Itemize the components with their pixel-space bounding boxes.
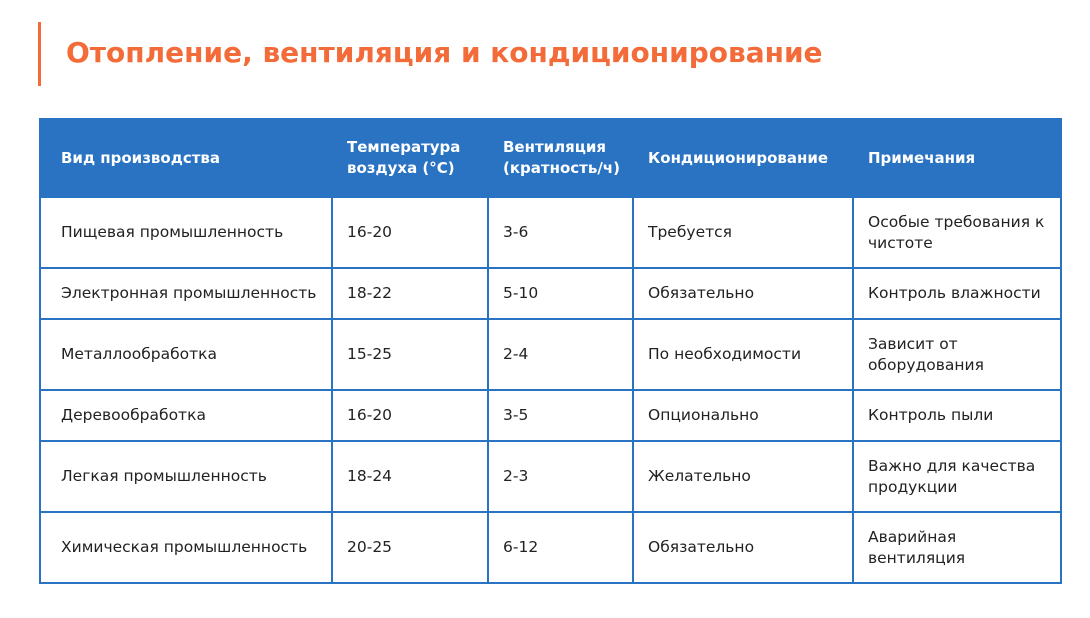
cell-notes: Зависит от оборудования (853, 319, 1061, 390)
cell-air-temperature: 20-25 (332, 512, 488, 583)
cell-air-conditioning: Желательно (633, 441, 853, 512)
header-air-conditioning: Кондиционирование (633, 119, 853, 197)
table-row (40, 268, 1061, 319)
cell-air-conditioning: Требуется (633, 197, 853, 268)
cell-production-type: Химическая промышленность (40, 512, 332, 583)
cell-air-temperature: 15-25 (332, 319, 488, 390)
table-row (40, 319, 1061, 390)
cell-production-type: Пищевая промышленность (40, 197, 332, 268)
cell-ventilation: 3-6 (488, 197, 633, 268)
page-title: Отопление, вентиляция и кондиционирование (66, 36, 823, 69)
table-row (40, 441, 1061, 512)
cell-air-temperature: 18-22 (332, 268, 488, 319)
table-header-row (40, 119, 1061, 197)
cell-air-conditioning: Обязательно (633, 268, 853, 319)
table-row (40, 512, 1061, 583)
cell-air-conditioning: По необходимости (633, 319, 853, 390)
cell-air-conditioning: Опционально (633, 390, 853, 441)
cell-production-type: Электронная промышленность (40, 268, 332, 319)
production-table (39, 118, 1062, 584)
cell-ventilation: 3-5 (488, 390, 633, 441)
cell-ventilation: 6-12 (488, 512, 633, 583)
cell-notes: Аварийная вентиляция (853, 512, 1061, 583)
cell-notes: Контроль пыли (853, 390, 1061, 441)
cell-air-temperature: 18-24 (332, 441, 488, 512)
cell-production-type: Металлообработка (40, 319, 332, 390)
cell-production-type: Легкая промышленность (40, 441, 332, 512)
header-production-type: Вид производства (40, 119, 332, 197)
cell-ventilation: 2-4 (488, 319, 633, 390)
cell-notes: Важно для качества продукции (853, 441, 1061, 512)
title-accent-bar (38, 22, 41, 86)
cell-air-conditioning: Обязательно (633, 512, 853, 583)
header-notes: Примечания (853, 119, 1061, 197)
cell-notes: Особые требования к чистоте (853, 197, 1061, 268)
header-ventilation: Вентиляция (кратность/ч) (488, 119, 633, 197)
cell-notes: Контроль влажности (853, 268, 1061, 319)
cell-production-type: Деревообработка (40, 390, 332, 441)
cell-air-temperature: 16-20 (332, 390, 488, 441)
cell-ventilation: 2-3 (488, 441, 633, 512)
cell-ventilation: 5-10 (488, 268, 633, 319)
cell-air-temperature: 16-20 (332, 197, 488, 268)
table-row (40, 390, 1061, 441)
table-row (40, 197, 1061, 268)
header-air-temperature: Температура воздуха (°C) (332, 119, 488, 197)
